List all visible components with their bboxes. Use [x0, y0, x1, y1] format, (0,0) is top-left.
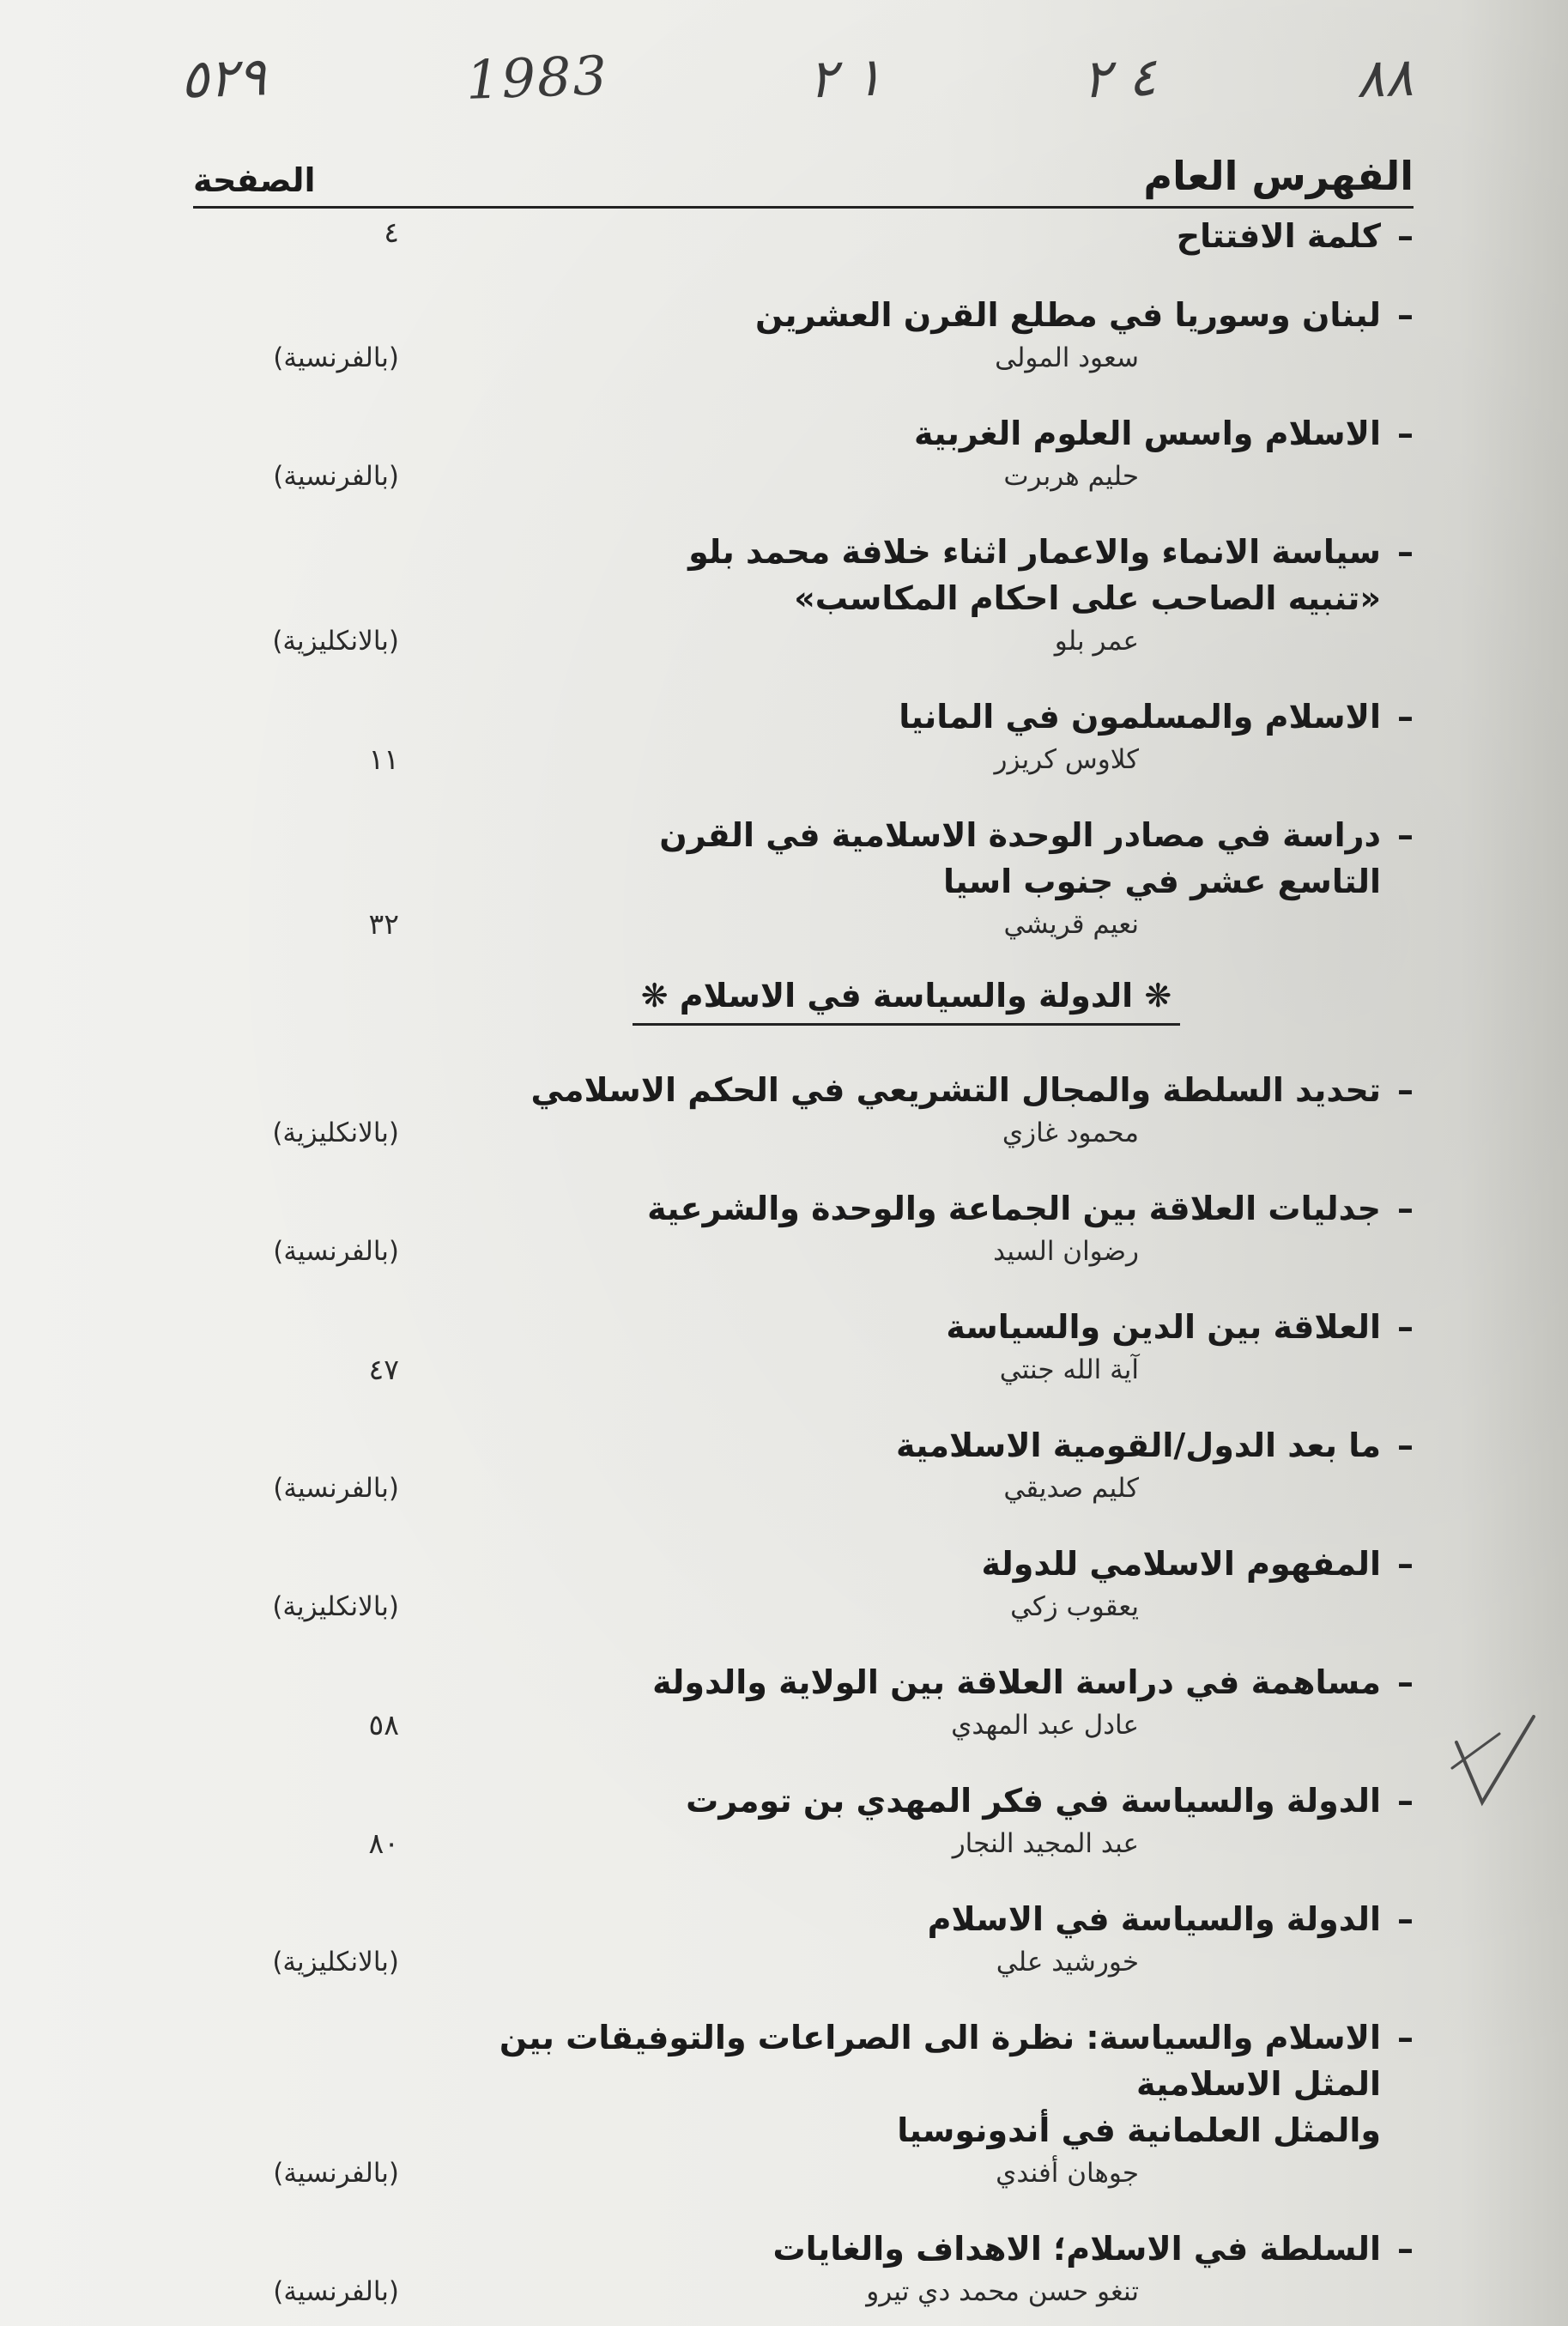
- entry-language: (بالانكليزية): [272, 626, 399, 657]
- toc-header: [193, 146, 1414, 209]
- entry-title: [416, 858, 1414, 905]
- entry-title: [416, 1422, 1414, 1469]
- bullet-dash: –: [1397, 415, 1414, 452]
- entry-title: [416, 1896, 1414, 1942]
- entry-title-text: الدولة والسياسة في الاسلام: [927, 1900, 1381, 1938]
- entry-language: (بالفرنسية): [273, 2276, 399, 2307]
- toc-entry-main: [416, 2226, 1414, 2311]
- entry-title: [416, 2226, 1414, 2272]
- bullet-dash: –: [1397, 816, 1414, 854]
- bullet-dash: –: [1397, 1782, 1414, 1820]
- toc-entry-main: [416, 410, 1414, 496]
- section-heading: [193, 977, 1414, 1026]
- toc-entry: [193, 1304, 1414, 1390]
- toc-entry: [193, 292, 1414, 378]
- entry-side: [193, 1185, 399, 1271]
- entry-side: [193, 2226, 399, 2311]
- entry-author: حليم هربرت: [1003, 461, 1139, 492]
- entry-side: [193, 1541, 399, 1626]
- bullet-dash: –: [1397, 2019, 1414, 2056]
- entry-side: [193, 812, 399, 944]
- toc-entry-main: [416, 1778, 1414, 1863]
- entry-title-text: المفهوم الاسلامي للدولة: [981, 1545, 1381, 1583]
- entry-title-text: الاسلام واسس العلوم الغربية: [914, 415, 1381, 452]
- entry-author: نعيم قريشي: [1003, 909, 1139, 940]
- entry-title: [416, 1778, 1414, 1824]
- entry-title-text: جدليات العلاقة بين الجماعة والوحدة والشرعية: [647, 1190, 1381, 1227]
- entry-side: [193, 292, 399, 378]
- bullet-dash: –: [1397, 1190, 1414, 1227]
- toc-entry-main: [416, 1304, 1414, 1390]
- bullet-dash: –: [1397, 1663, 1414, 1701]
- entry-title-text: لبنان وسوريا في مطلع القرن العشرين: [755, 296, 1381, 334]
- page-title: الفهرس العام: [1143, 153, 1414, 199]
- toc-entry: [193, 1067, 1414, 1153]
- entry-title-text: ما بعد الدول/القومية الاسلامية: [895, 1426, 1381, 1464]
- handwritten-number: ٥٢٩: [179, 44, 268, 111]
- handwritten-note: [180, 26, 1414, 129]
- entry-language: (بالانكليزية): [272, 1118, 399, 1148]
- toc-entry: [193, 1659, 1414, 1745]
- toc-entry: [193, 2014, 1414, 2193]
- entry-side: [193, 529, 399, 661]
- bullet-dash: –: [1397, 1545, 1414, 1583]
- toc-entry-main: [416, 529, 1414, 661]
- entry-page-number: ٣٢: [368, 907, 399, 941]
- entry-language: (بالانكليزية): [272, 1591, 399, 1622]
- entry-side: [193, 1896, 399, 1982]
- entry-side: [193, 213, 399, 259]
- toc-entry: [193, 529, 1414, 661]
- entry-title-text: مساهمة في دراسة العلاقة بين الولاية والدولة: [652, 1663, 1381, 1701]
- handwritten-number: ٨٨: [1355, 45, 1415, 110]
- toc-entry-main: [416, 1659, 1414, 1745]
- bullet-dash: –: [1397, 698, 1414, 736]
- section-heading-text: ❋ الدولة والسياسة في الاسلام ❋: [633, 977, 1181, 1026]
- entry-title-text: دراسة في مصادر الوحدة الاسلامية في القرن: [659, 816, 1381, 854]
- entry-title: [416, 694, 1414, 740]
- entry-author: تنغو حسن محمد دي تيرو: [866, 2276, 1139, 2307]
- toc-entry: [193, 2226, 1414, 2311]
- toc-entry: [193, 1541, 1414, 1626]
- toc-entry: [193, 410, 1414, 496]
- handwritten-number: ١ ٢: [807, 45, 884, 110]
- toc-entry-main: [416, 1422, 1414, 1508]
- entry-title: [416, 1304, 1414, 1350]
- entry-title: [416, 529, 1414, 575]
- entry-title-text: الاسلام والمسلمون في المانيا: [899, 698, 1381, 736]
- entry-title: [416, 1659, 1414, 1705]
- entry-title-text: كلمة الافتتاح: [1176, 217, 1381, 255]
- entry-side: [193, 410, 399, 496]
- entry-side: [193, 2014, 399, 2193]
- entry-side: [193, 1659, 399, 1745]
- toc-entry-main: [416, 1067, 1414, 1153]
- entry-title: [416, 2014, 1414, 2107]
- entry-title-text: السلطة في الاسلام؛ الاهداف والغايات: [772, 2230, 1381, 2268]
- bullet-dash: –: [1397, 533, 1414, 571]
- table-of-contents: [193, 213, 1414, 2326]
- entry-author: يعقوب زكي: [1010, 1591, 1139, 1622]
- entry-author: كليم صديقي: [1003, 1473, 1139, 1504]
- entry-author: خورشيد علي: [996, 1947, 1139, 1978]
- toc-entry-main: [416, 2014, 1414, 2193]
- bullet-dash: –: [1397, 1900, 1414, 1938]
- entry-page-number: ٨٠: [368, 1826, 399, 1860]
- bullet-dash: –: [1397, 2230, 1414, 2268]
- entry-author: آية الله جنتي: [999, 1354, 1139, 1385]
- entry-author: محمود غازي: [1002, 1118, 1139, 1148]
- toc-entry-main: [416, 292, 1414, 378]
- entry-title-text: العلاقة بين الدين والسياسة: [946, 1308, 1381, 1346]
- toc-entry: [193, 1896, 1414, 1982]
- toc-entry: [193, 213, 1414, 259]
- entry-page-number: ٤: [384, 215, 399, 249]
- entry-title: [416, 1067, 1414, 1113]
- bullet-dash: –: [1397, 1308, 1414, 1346]
- entry-title-text: والمثل العلمانية في أندونوسيا: [897, 2111, 1381, 2149]
- entry-side: [193, 1422, 399, 1508]
- toc-entry-main: [416, 213, 1414, 259]
- toc-entry: [193, 812, 1414, 944]
- entry-title: [416, 575, 1414, 621]
- toc-entry: [193, 1422, 1414, 1508]
- entry-title-text: سياسة الانماء والاعمار اثناء خلافة محمد بلو: [688, 533, 1381, 571]
- entry-side: [193, 1778, 399, 1863]
- entry-language: (بالفرنسية): [273, 1473, 399, 1504]
- bullet-dash: –: [1397, 1426, 1414, 1464]
- entry-title-text: الاسلام والسياسة: نظرة الى الصراعات والتوفيقات بين المثل الاسلامية: [499, 2019, 1381, 2103]
- toc-entry: [193, 1185, 1414, 1271]
- handwritten-number: 1983: [464, 43, 609, 112]
- toc-entry-main: [416, 694, 1414, 779]
- entry-page-number: ٥٨: [368, 1708, 399, 1741]
- entry-title-text: الدولة والسياسة في فكر المهدي بن تومرت: [686, 1782, 1381, 1820]
- check-mark-annotation: [1448, 1708, 1542, 1811]
- entry-author: عمر بلو: [1054, 626, 1139, 657]
- toc-entry-main: [416, 1185, 1414, 1271]
- toc-entry-main: [416, 1896, 1414, 1982]
- toc-entry-main: [416, 812, 1414, 944]
- page-column-label: الصفحة: [193, 161, 316, 199]
- entry-language: (بالفرنسية): [273, 2158, 399, 2189]
- toc-entries-before: [193, 213, 1414, 944]
- entry-title: [416, 2107, 1414, 2153]
- entry-language: (بالفرنسية): [273, 342, 399, 373]
- entry-title: [416, 410, 1414, 457]
- entry-language: (بالفرنسية): [273, 1236, 399, 1267]
- entry-title-text: تحديد السلطة والمجال التشريعي في الحكم الاسلامي: [530, 1071, 1381, 1109]
- entry-title-text: التاسع عشر في جنوب اسيا: [943, 863, 1381, 900]
- entry-author: عبد المجيد النجار: [952, 1828, 1139, 1859]
- bullet-dash: –: [1397, 217, 1414, 255]
- entry-title-text: «تنبيه الصاحب على احكام المكاسب»: [794, 579, 1381, 617]
- toc-entry: [193, 1778, 1414, 1863]
- entry-title: [416, 292, 1414, 338]
- toc-entry-main: [416, 1541, 1414, 1626]
- entry-title: [416, 213, 1414, 259]
- entry-author: جوهان أفندي: [996, 2158, 1139, 2189]
- entry-title: [416, 1541, 1414, 1587]
- entry-side: [193, 1067, 399, 1153]
- entry-side: [193, 1304, 399, 1390]
- entry-page-number: ١١: [368, 742, 399, 776]
- toc-entries-after: [193, 1067, 1414, 2311]
- entry-side: [193, 694, 399, 779]
- entry-author: رضوان السيد: [993, 1236, 1139, 1267]
- bullet-dash: –: [1397, 1071, 1414, 1109]
- entry-language: (بالانكليزية): [272, 1947, 399, 1978]
- entry-author: سعود المولى: [995, 342, 1139, 373]
- entry-language: (بالفرنسية): [273, 461, 399, 492]
- entry-title: [416, 1185, 1414, 1232]
- bullet-dash: –: [1397, 296, 1414, 334]
- toc-entry: [193, 694, 1414, 779]
- entry-title: [416, 812, 1414, 858]
- entry-author: كلاوس كريزر: [994, 744, 1139, 775]
- handwritten-number: ٤ ٢: [1081, 45, 1158, 110]
- entry-page-number: ٤٧: [368, 1353, 399, 1386]
- entry-author: عادل عبد المهدي: [951, 1710, 1139, 1741]
